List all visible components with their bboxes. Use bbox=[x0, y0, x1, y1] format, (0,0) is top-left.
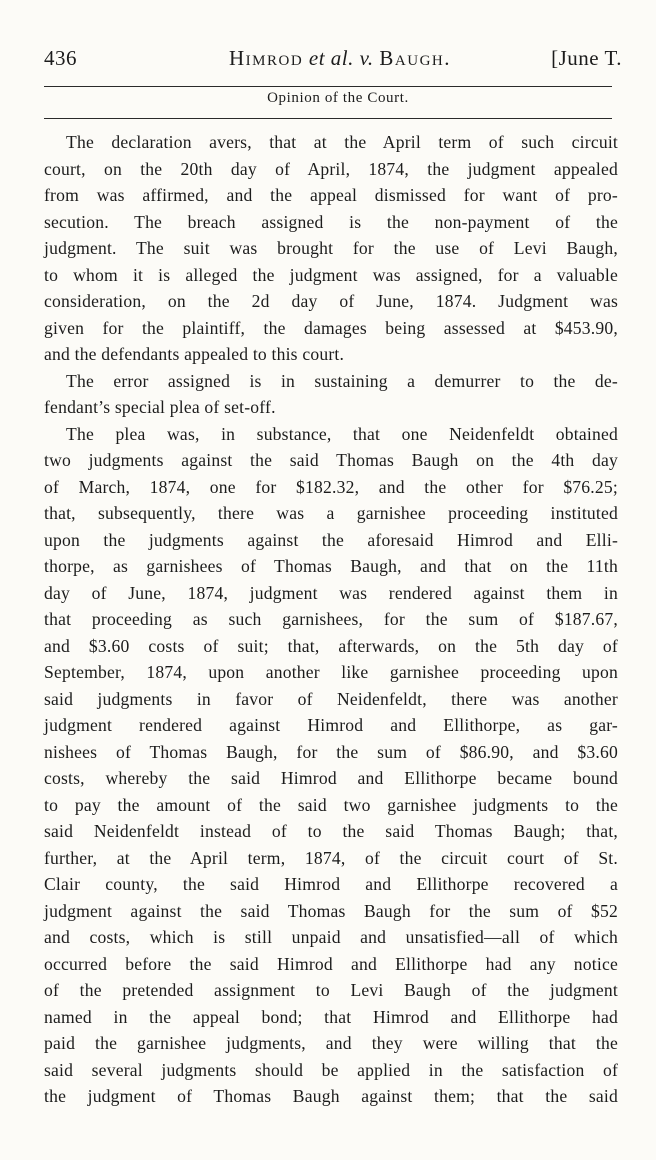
running-head bbox=[44, 46, 622, 76]
text-line: of the pretended assignment to Levi Baugh of the judgment bbox=[44, 980, 618, 1000]
case-title-part-1: Himrod bbox=[228, 46, 304, 70]
text-line: to pay the amount of the said two garnishee judgments to the bbox=[44, 794, 618, 815]
text-line: nishees of Thomas Baugh, for the sum of $86.90, and $3.60 bbox=[44, 741, 618, 762]
header-rule bbox=[44, 86, 612, 87]
text-line: and $3.60 costs of suit; that, afterwards, on the 5th day of bbox=[44, 635, 618, 656]
case-title-part-4: Baugh. bbox=[379, 46, 452, 70]
text-line: day of June, 1874, judgment was rendered against them in bbox=[44, 582, 618, 603]
text-line: The error assigned is in sustaining a demurrer to the de- bbox=[66, 370, 618, 391]
text-line: said judgments in favor of Neidenfeldt, there was another bbox=[44, 688, 618, 709]
text-line: upon the judgments against the aforesaid Himrod and Elli- bbox=[44, 529, 618, 550]
page-number: 436 bbox=[44, 46, 77, 70]
section-rule bbox=[44, 118, 612, 119]
text-line: Clair county, the said Himrod and Ellithorpe recovered a bbox=[44, 874, 618, 894]
text-line: and costs, which is still unpaid and unsatisfied—all of which bbox=[44, 927, 618, 947]
text-line: consideration, on the 2d day of June, 1874. Judgment was bbox=[44, 291, 618, 311]
text-line: fendant’s special plea of set-off. bbox=[44, 397, 276, 417]
text-line: occurred before the said Himrod and Ellithorpe had any notice bbox=[44, 953, 618, 974]
text-line: from was affirmed, and the appeal dismissed for want of pro- bbox=[44, 185, 618, 205]
text-line: judgment. The suit was brought for the use of Levi Baugh, bbox=[44, 238, 618, 258]
text-line: paid the garnishee judgments, and they were willing that the bbox=[44, 1033, 618, 1053]
text-line: thorpe, as garnishees of Thomas Baugh, and that on the 11th bbox=[44, 556, 618, 576]
text-line: to whom it is alleged the judgment was assigned, for a valuable bbox=[44, 264, 618, 285]
text-line: given for the plaintiff, the damages being assessed at $453.90, bbox=[44, 317, 618, 338]
section-label: Opinion of the Court. bbox=[267, 90, 409, 106]
text-line: named in the appeal bond; that Himrod and Ellithorpe had bbox=[44, 1006, 618, 1027]
text-line: The declaration avers, that at the April term of such circuit bbox=[66, 132, 618, 152]
case-title-part-2: et al. bbox=[308, 46, 354, 70]
case-title-part-3: v. bbox=[359, 46, 374, 70]
text-line: court, on the 20th day of April, 1874, the judgment appealed bbox=[44, 158, 618, 179]
case-title bbox=[44, 46, 622, 71]
text-line: of March, 1874, one for $182.32, and the other for $76.25; bbox=[44, 476, 618, 497]
text-line: and the defendants appealed to this court. bbox=[44, 344, 345, 364]
text-line: judgment rendered against Himrod and Ellithorpe, as gar- bbox=[44, 715, 618, 735]
text-line: said Neidenfeldt instead of to the said Thomas Baugh; that, bbox=[44, 821, 618, 841]
text-line: two judgments against the said Thomas Baugh on the 4th day bbox=[44, 450, 618, 470]
text-line: costs, whereby the said Himrod and Ellithorpe became bound bbox=[44, 768, 618, 788]
text-line: said several judgments should be applied in the satisfaction of bbox=[44, 1059, 618, 1080]
text-line: secution. The breach assigned is the non-payment of the bbox=[44, 211, 618, 232]
text-line: judgment against the said Thomas Baugh for the sum of $52 bbox=[44, 900, 618, 921]
text-line: the judgment of Thomas Baugh against them; that the said bbox=[44, 1086, 618, 1106]
opinion-text bbox=[44, 129, 618, 1110]
text-line: that, subsequently, there was a garnishee proceeding instituted bbox=[44, 503, 618, 523]
text-line: that proceeding as such garnishees, for the sum of $187.67, bbox=[44, 609, 618, 629]
text-line: further, at the April term, 1874, of the circuit court of St. bbox=[44, 847, 618, 868]
term-label: [June T. bbox=[551, 46, 622, 70]
text-line: September, 1874, upon another like garnishee proceeding upon bbox=[44, 662, 618, 682]
text-line: The plea was, in substance, that one Neidenfeldt obtained bbox=[66, 423, 618, 444]
